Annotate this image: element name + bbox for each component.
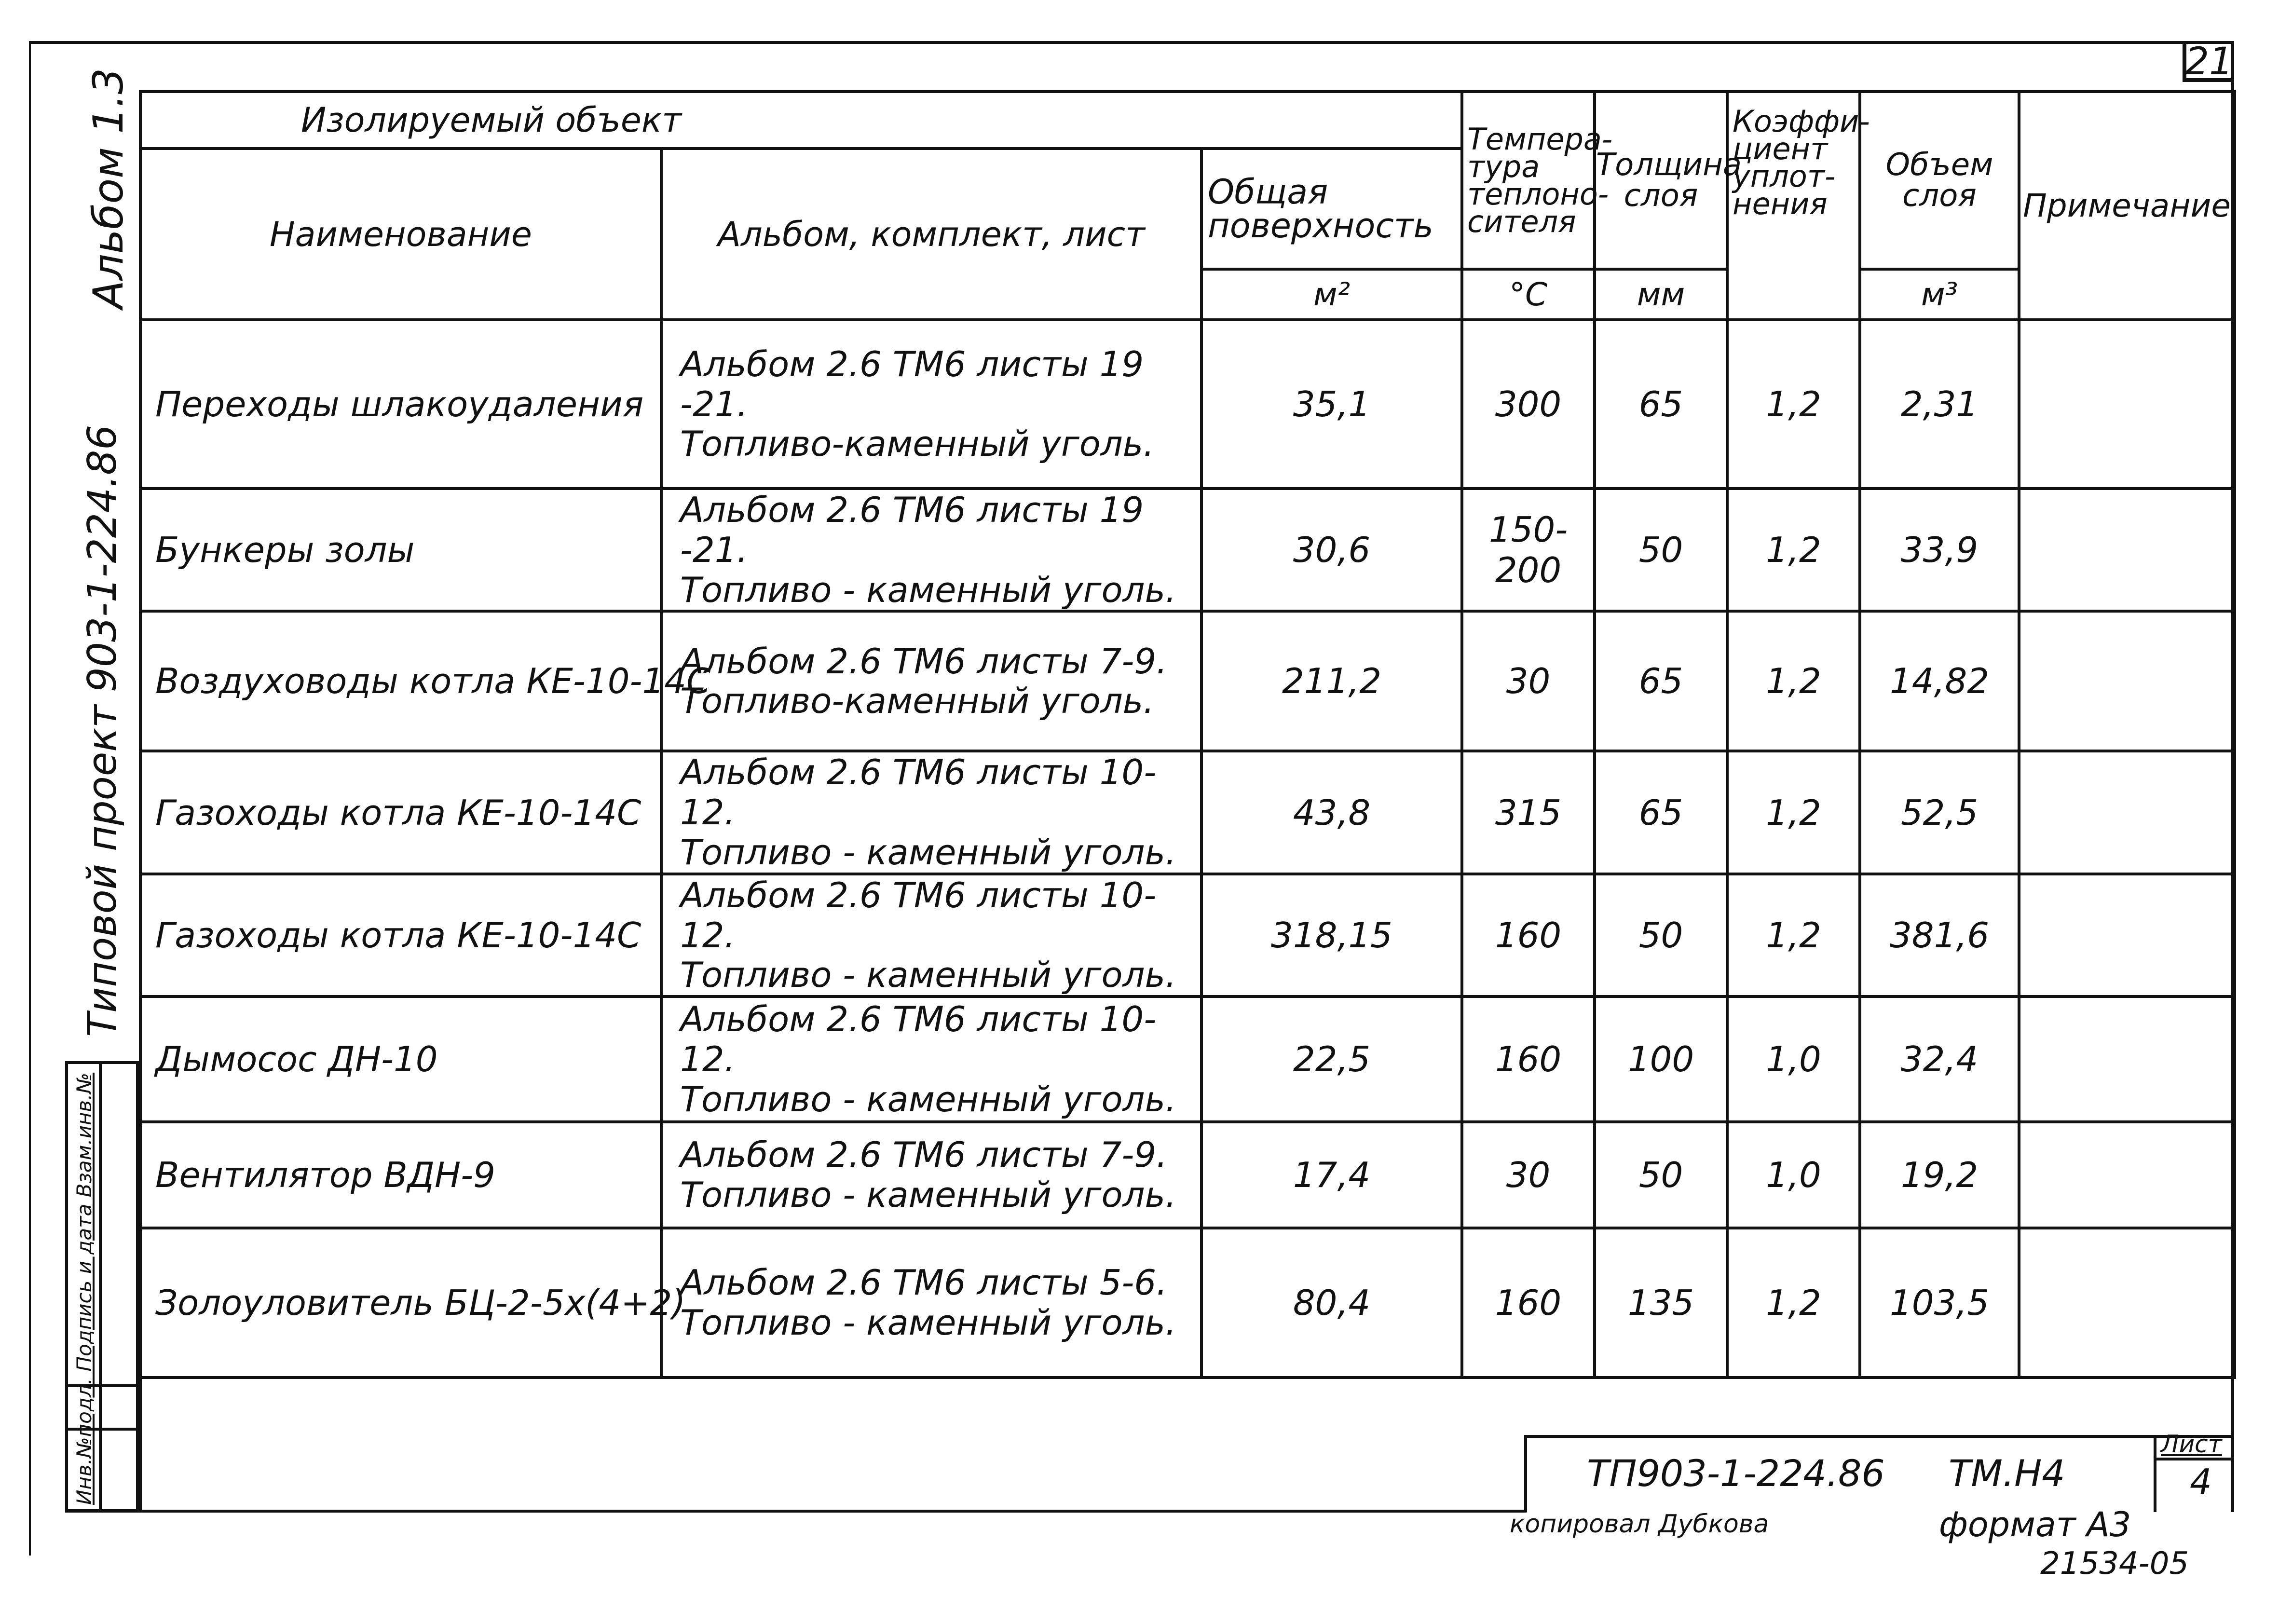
row-surface: 43,8	[1201, 751, 1462, 873]
row-name: Золоуловитель БЦ-2-5х(4+2)	[140, 1228, 661, 1378]
row-volume: 33,9	[1860, 489, 2019, 611]
row-volume: 32,4	[1860, 996, 2019, 1122]
paper-format: формат А3	[1939, 1505, 2131, 1544]
header-album: Альбом, комплект, лист	[661, 149, 1201, 320]
row-volume: 2,31	[1860, 320, 2019, 489]
table-row	[140, 1122, 2235, 1228]
row-coefficient: 1,0	[1727, 996, 1860, 1122]
sheet-label: Лист	[2161, 1430, 2222, 1458]
row-album-line: Альбом 2.6 ТМ6 листы 5-6.	[680, 1262, 1168, 1303]
header-name: Наименование	[140, 149, 661, 320]
row-name: Газоходы котла КЕ-10-14С	[140, 874, 661, 996]
row-note	[2019, 874, 2235, 996]
row-fuel-line: Топливо-каменный уголь.	[680, 681, 1155, 722]
insulation-table	[139, 90, 2236, 1537]
row-temperature: 315	[1462, 751, 1595, 873]
row-thickness: 50	[1595, 1122, 1727, 1228]
row-thickness: 65	[1595, 320, 1727, 489]
sheet-number: 21	[2185, 40, 2233, 83]
row-volume: 19,2	[1860, 1122, 2019, 1228]
side-stamp-divider	[99, 1061, 102, 1512]
row-surface: 211,2	[1201, 611, 1462, 751]
sheet-number-stamp: 4	[2190, 1461, 2212, 1502]
side-project-label: Типовой проект 903-1-224.86	[80, 424, 125, 1037]
row-note	[2019, 489, 2235, 611]
row-note	[2019, 1122, 2235, 1228]
row-fuel-line: Топливо - каменный уголь.	[680, 1174, 1176, 1215]
unit-thickness: мм	[1595, 269, 1727, 320]
row-fuel-line: Топливо - каменный уголь.	[680, 955, 1176, 996]
row-thickness: 50	[1595, 874, 1727, 996]
row-coefficient: 1,0	[1727, 1122, 1860, 1228]
row-name: Переходы шлакоудаления	[140, 320, 661, 489]
row-name: Бункеры золы	[140, 489, 661, 611]
side-stamp-label: Инв.№подл. Подпись и дата Взам.инв.№	[72, 1072, 96, 1505]
row-name: Воздуховоды котла КЕ-10-14С	[140, 611, 661, 751]
row-name: Дымосос ДН-10	[140, 996, 661, 1122]
row-fuel-line: Топливо - каменный уголь.	[680, 1078, 1176, 1119]
row-surface: 80,4	[1201, 1228, 1462, 1378]
table-row	[140, 751, 2235, 873]
row-temperature: 160	[1462, 996, 1595, 1122]
row-album-line: Альбом 2.6 ТМ6 листы 7-9.	[680, 641, 1168, 682]
side-album-label: Альбом 1.3	[84, 68, 133, 309]
row-album-line: Альбом 2.6 ТМ6 листы 10-12.	[680, 752, 1157, 833]
row-temperature: 150-200	[1462, 489, 1595, 611]
row-note	[2019, 320, 2235, 489]
table-row	[140, 1228, 2235, 1378]
drawing-code: ТП903-1-224.86	[1587, 1452, 1885, 1495]
row-coefficient: 1,2	[1727, 320, 1860, 489]
row-name: Газоходы котла КЕ-10-14С	[140, 751, 661, 873]
unit-surface: м²	[1201, 269, 1462, 320]
row-fuel-line: Топливо - каменный уголь.	[680, 569, 1176, 610]
row-album	[661, 1122, 1201, 1228]
row-album	[661, 996, 1201, 1122]
row-album-line: Альбом 2.6 ТМ6 листы 19 -21.	[680, 490, 1144, 570]
row-album-line: Альбом 2.6 ТМ6 листы 19 -21.	[680, 343, 1144, 424]
row-note	[2019, 996, 2235, 1122]
header-coefficient: Коэффи- циент уплот- нения	[1727, 92, 1860, 320]
row-note	[2019, 751, 2235, 873]
row-surface: 17,4	[1201, 1122, 1462, 1228]
row-fuel-line: Топливо - каменный уголь.	[680, 1302, 1176, 1343]
header-object-group: Изолируемый объект	[140, 92, 1462, 149]
row-coefficient: 1,2	[1727, 489, 1860, 611]
row-note	[2019, 1228, 2235, 1378]
row-album	[661, 489, 1201, 611]
row-album	[661, 874, 1201, 996]
row-album	[661, 611, 1201, 751]
drawing-mark: ТМ.Н4	[1949, 1452, 2065, 1495]
row-surface: 318,15	[1201, 874, 1462, 996]
row-coefficient: 1,2	[1727, 611, 1860, 751]
row-note	[2019, 611, 2235, 751]
title-block-divider	[2154, 1435, 2156, 1512]
row-name: Вентилятор ВДН-9	[140, 1122, 661, 1228]
table-row	[140, 611, 2235, 751]
row-temperature: 300	[1462, 320, 1595, 489]
copied-by: копировал Дубкова	[1510, 1510, 1769, 1539]
row-volume: 14,82	[1860, 611, 2019, 751]
row-fuel-line: Топливо-каменный уголь.	[680, 423, 1155, 464]
row-album	[661, 1228, 1201, 1378]
table-row	[140, 320, 2235, 489]
row-thickness: 50	[1595, 489, 1727, 611]
frame-left	[29, 41, 31, 1556]
unit-temperature: °C	[1462, 269, 1595, 320]
row-thickness: 135	[1595, 1228, 1727, 1378]
table-row	[140, 489, 2235, 611]
table-row	[140, 874, 2235, 996]
row-volume: 103,5	[1860, 1228, 2019, 1378]
row-surface: 22,5	[1201, 996, 1462, 1122]
row-temperature: 30	[1462, 1122, 1595, 1228]
unit-volume: м³	[1860, 269, 2019, 320]
row-fuel-line: Топливо - каменный уголь.	[680, 832, 1176, 873]
frame-top	[29, 41, 2234, 44]
row-thickness: 65	[1595, 751, 1727, 873]
row-temperature: 160	[1462, 1228, 1595, 1378]
row-surface: 35,1	[1201, 320, 1462, 489]
row-album	[661, 320, 1201, 489]
header-surface: Общая поверхность	[1201, 149, 1462, 269]
header-thickness: Толщина слоя	[1595, 92, 1727, 269]
row-thickness: 100	[1595, 996, 1727, 1122]
row-coefficient: 1,2	[1727, 874, 1860, 996]
archive-number: 21534-05	[2040, 1546, 2189, 1582]
row-album-line: Альбом 2.6 ТМ6 листы 10-12.	[680, 998, 1157, 1079]
row-temperature: 30	[1462, 611, 1595, 751]
header-volume: Объем слоя	[1860, 92, 2019, 269]
row-thickness: 65	[1595, 611, 1727, 751]
row-temperature: 160	[1462, 874, 1595, 996]
row-surface: 30,6	[1201, 489, 1462, 611]
row-coefficient: 1,2	[1727, 751, 1860, 873]
table-row	[140, 996, 2235, 1122]
row-album-line: Альбом 2.6 ТМ6 листы 10-12.	[680, 874, 1157, 955]
row-album-line: Альбом 2.6 ТМ6 листы 7-9.	[680, 1134, 1168, 1175]
header-temperature: Темпера- тура теплоно- сителя	[1462, 92, 1595, 269]
row-album	[661, 751, 1201, 873]
row-volume: 381,6	[1860, 874, 2019, 996]
row-coefficient: 1,2	[1727, 1228, 1860, 1378]
header-note: Примечание	[2019, 92, 2235, 320]
row-volume: 52,5	[1860, 751, 2019, 873]
